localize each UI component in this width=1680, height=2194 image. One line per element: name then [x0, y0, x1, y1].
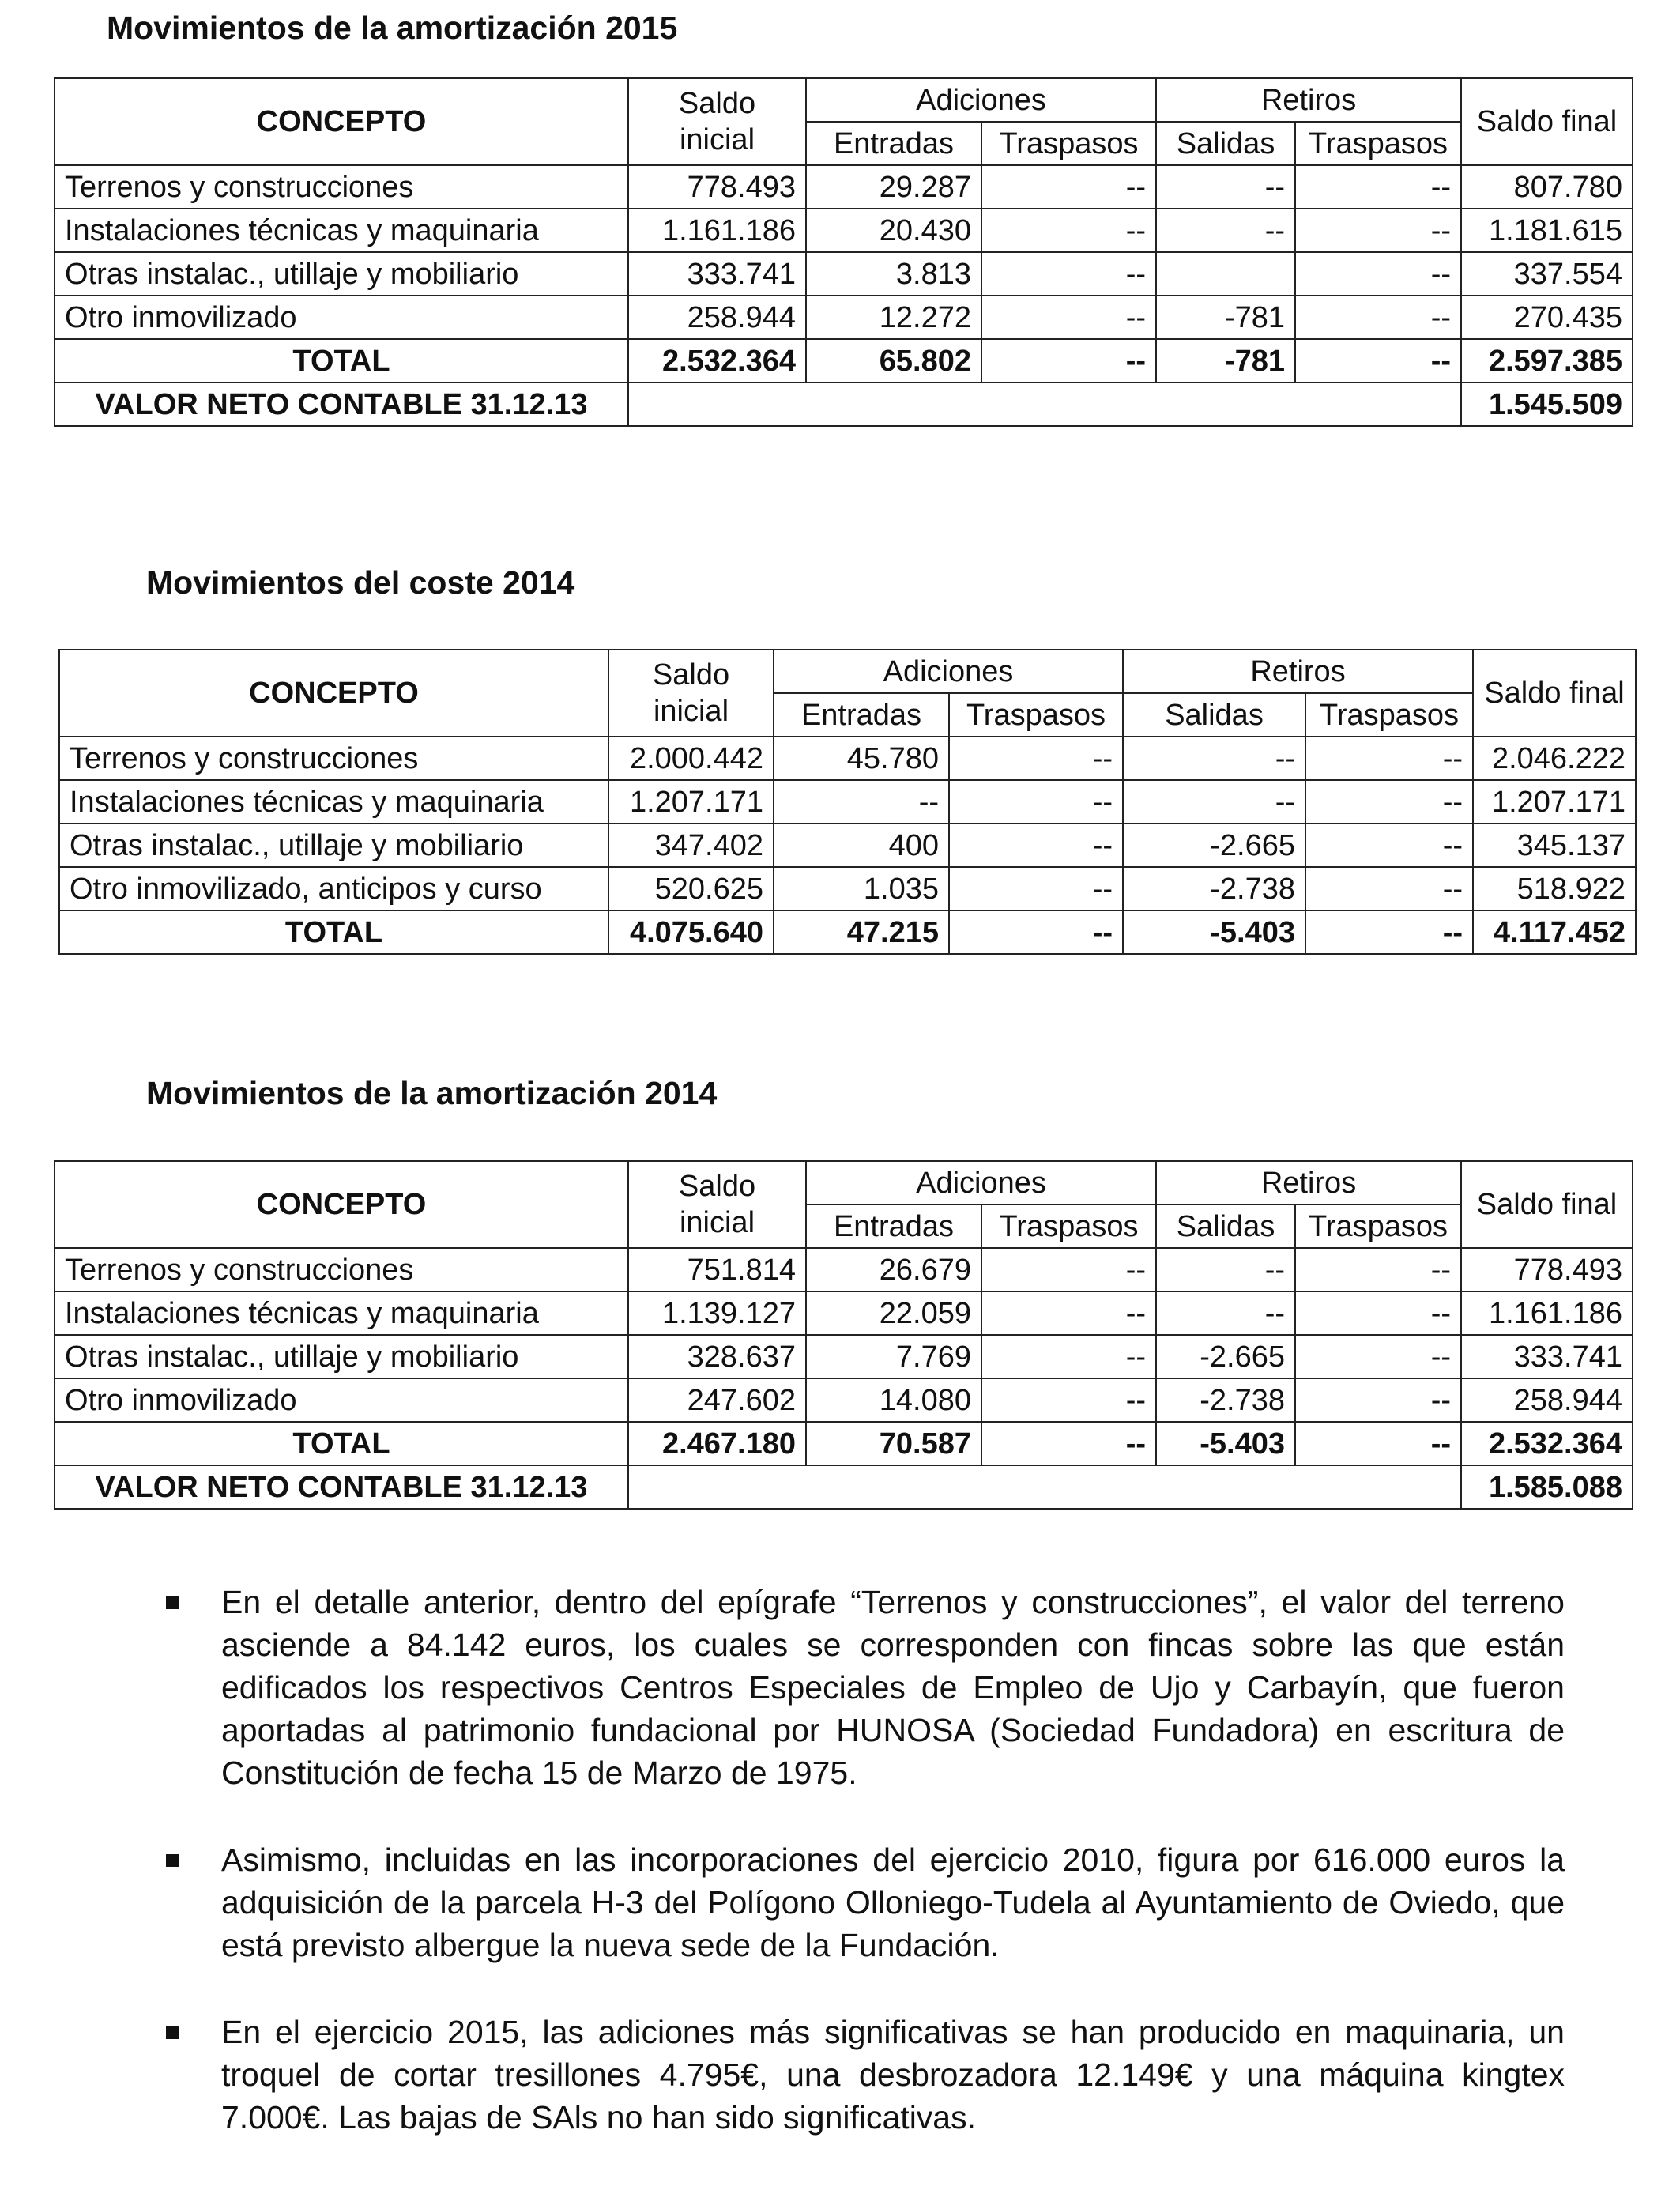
valor-neto-blank: [628, 1465, 1461, 1509]
table-row: [55, 1335, 1633, 1378]
cell-entradas: 14.080: [806, 1378, 981, 1422]
header-saldo-final: Saldo final: [1461, 1161, 1633, 1248]
cell-traspasos: --: [1295, 165, 1461, 209]
header-traspasos: Traspasos: [1305, 693, 1473, 737]
cell-saldo-final: 778.493: [1461, 1248, 1633, 1291]
header-entradas: Entradas: [806, 122, 981, 165]
cell-saldo-final: 1.181.615: [1461, 209, 1633, 252]
cell-saldo-final: 518.922: [1473, 867, 1636, 910]
cell-traspasos: --: [949, 780, 1123, 824]
cell-saldo-inicial: 520.625: [608, 867, 774, 910]
cell-traspasos: --: [949, 737, 1123, 780]
cell-saldo-inicial: 347.402: [608, 824, 774, 867]
cell-traspasos: --: [1305, 867, 1473, 910]
total-row: [55, 339, 1633, 383]
cell-concepto: Otro inmovilizado: [55, 1378, 628, 1422]
list-item: [158, 1581, 1565, 1794]
cell-traspasos: --: [981, 252, 1156, 296]
header-traspasos: Traspasos: [949, 693, 1123, 737]
cell-saldo-final: 1.207.171: [1473, 780, 1636, 824]
section-title: Movimientos de la amortización 2015: [107, 9, 678, 46]
header-saldo-final: Saldo final: [1473, 650, 1636, 737]
cell-saldo-inicial: 2.000.442: [608, 737, 774, 780]
header-retiros: Retiros: [1156, 1161, 1461, 1204]
header-adiciones: Adiciones: [774, 650, 1123, 693]
table-row: [55, 1378, 1633, 1422]
cell-entradas: 45.780: [774, 737, 949, 780]
header-traspasos: Traspasos: [1295, 1204, 1461, 1248]
header-concepto: CONCEPTO: [55, 78, 628, 165]
header-concepto: CONCEPTO: [55, 1161, 628, 1248]
list-item: [158, 1838, 1565, 1966]
cell-traspasos: --: [1305, 910, 1473, 954]
amortizacion-2014-table: [54, 1160, 1633, 1510]
section-title: Movimientos del coste 2014: [146, 564, 575, 601]
cell-saldo-final: 2.597.385: [1461, 339, 1633, 383]
cell-saldo-inicial: 751.814: [628, 1248, 806, 1291]
cell-saldo-final: 1.161.186: [1461, 1291, 1633, 1335]
header-adiciones: Adiciones: [806, 1161, 1156, 1204]
cell-entradas: 65.802: [806, 339, 981, 383]
cell-salidas: --: [1123, 737, 1305, 780]
table-row: [55, 209, 1633, 252]
cell-traspasos: --: [1305, 737, 1473, 780]
bullet-square-icon: [166, 1596, 179, 1609]
header-traspasos: Traspasos: [981, 122, 1156, 165]
cell-saldo-inicial: 2.467.180: [628, 1422, 806, 1465]
cell-traspasos: --: [1295, 252, 1461, 296]
total-row: [59, 910, 1636, 954]
cell-saldo-final: 2.046.222: [1473, 737, 1636, 780]
note-text: Asimismo, incluidas en las incorporaciones del ejercicio 2010, figura por 616.000 euros la adquisición de la parcela H-3 del Polígono Olloniego-Tudela al Ayuntamiento de Oviedo, que está previsto albergue la nueva sede de la Fundación.: [221, 1842, 1565, 1963]
cell-concepto: Instalaciones técnicas y maquinaria: [55, 1291, 628, 1335]
cell-traspasos: --: [1295, 1422, 1461, 1465]
cell-concepto: Otras instalac., utillaje y mobiliario: [59, 824, 608, 867]
cell-salidas: -2.738: [1156, 1378, 1295, 1422]
bullet-square-icon: [166, 2026, 179, 2039]
table-row: [55, 1291, 1633, 1335]
list-item: [158, 2011, 1565, 2139]
valor-neto-value: 1.545.509: [1461, 383, 1633, 426]
header-saldo-inicial: Saldo inicial: [608, 650, 774, 737]
cell-entradas: 70.587: [806, 1422, 981, 1465]
valor-neto-label: VALOR NETO CONTABLE 31.12.13: [55, 1465, 628, 1509]
cell-saldo-inicial: 1.207.171: [608, 780, 774, 824]
header-salidas: Salidas: [1156, 1204, 1295, 1248]
cell-traspasos: --: [1295, 296, 1461, 339]
total-row: [55, 1422, 1633, 1465]
cell-saldo-final: 333.741: [1461, 1335, 1633, 1378]
cell-total-label: TOTAL: [55, 1422, 628, 1465]
valor-neto-value: 1.585.088: [1461, 1465, 1633, 1509]
header-entradas: Entradas: [806, 1204, 981, 1248]
cell-traspasos: --: [1295, 1378, 1461, 1422]
note-text: En el ejercicio 2015, las adiciones más significativas se han producido en maquinaria, un troquel de cortar tresillones 4.795€, una desbrozadora 12.149€ y una máquina kingtex 7.000€. Las bajas de SAls no han sido significativas.: [221, 2014, 1565, 2136]
amortizacion-2015-table: [54, 77, 1633, 427]
header-retiros: Retiros: [1123, 650, 1473, 693]
cell-saldo-final: 807.780: [1461, 165, 1633, 209]
cell-saldo-inicial: 328.637: [628, 1335, 806, 1378]
cell-entradas: 7.769: [806, 1335, 981, 1378]
header-adiciones: Adiciones: [806, 78, 1156, 122]
cell-saldo-final: 345.137: [1473, 824, 1636, 867]
cell-salidas: -2.665: [1156, 1335, 1295, 1378]
section-title: Movimientos de la amortización 2014: [146, 1075, 718, 1111]
cell-traspasos: --: [981, 1248, 1156, 1291]
header-traspasos: Traspasos: [981, 1204, 1156, 1248]
note-text: En el detalle anterior, dentro del epígrafe “Terrenos y construcciones”, el valor del terreno asciende a 84.142 euros, los cuales se corresponden con fincas sobre las que están edificados los respectivos Centros Especiales de Empleo de Ujo y Carbayín, que fueron aportadas al patrimonio fundacional por HUNOSA (Sociedad Fundadora) en escritura de Constitución de fecha 15 de Marzo de 1975.: [221, 1584, 1565, 1791]
bullet-square-icon: [166, 1854, 179, 1867]
cell-salidas: -5.403: [1123, 910, 1305, 954]
cell-saldo-final: 337.554: [1461, 252, 1633, 296]
cell-entradas: --: [774, 780, 949, 824]
header-salidas: Salidas: [1123, 693, 1305, 737]
table-row: [55, 1248, 1633, 1291]
cell-saldo-inicial: 1.161.186: [628, 209, 806, 252]
table-row: [55, 165, 1633, 209]
cell-traspasos: --: [981, 296, 1156, 339]
cell-traspasos: --: [1295, 1248, 1461, 1291]
cell-traspasos: --: [1305, 824, 1473, 867]
cell-traspasos: --: [1295, 339, 1461, 383]
cell-saldo-final: 270.435: [1461, 296, 1633, 339]
cell-salidas: -2.665: [1123, 824, 1305, 867]
cell-entradas: 12.272: [806, 296, 981, 339]
cell-traspasos: --: [1295, 209, 1461, 252]
cell-concepto: Terrenos y construcciones: [55, 1248, 628, 1291]
table-row: [55, 252, 1633, 296]
cell-entradas: 400: [774, 824, 949, 867]
cell-traspasos: --: [949, 824, 1123, 867]
cell-traspasos: --: [981, 165, 1156, 209]
cell-saldo-inicial: 2.532.364: [628, 339, 806, 383]
cell-entradas: 29.287: [806, 165, 981, 209]
header-saldo-inicial: Saldo inicial: [628, 1161, 806, 1248]
cell-concepto: Otro inmovilizado: [55, 296, 628, 339]
table-row: [59, 867, 1636, 910]
cell-salidas: [1156, 252, 1295, 296]
cell-salidas: -5.403: [1156, 1422, 1295, 1465]
cell-saldo-inicial: 333.741: [628, 252, 806, 296]
cell-total-label: TOTAL: [55, 339, 628, 383]
cell-salidas: --: [1156, 209, 1295, 252]
header-saldo-final: Saldo final: [1461, 78, 1633, 165]
cell-concepto: Terrenos y construcciones: [55, 165, 628, 209]
cell-traspasos: --: [981, 1378, 1156, 1422]
table-row: [59, 737, 1636, 780]
cell-total-label: TOTAL: [59, 910, 608, 954]
cell-entradas: 47.215: [774, 910, 949, 954]
valor-neto-row: [55, 1465, 1633, 1509]
valor-neto-row: [55, 383, 1633, 426]
cell-concepto: Otras instalac., utillaje y mobiliario: [55, 1335, 628, 1378]
cell-saldo-inicial: 778.493: [628, 165, 806, 209]
coste-2014-table: [58, 649, 1637, 955]
cell-salidas: --: [1156, 1291, 1295, 1335]
cell-concepto: Instalaciones técnicas y maquinaria: [55, 209, 628, 252]
cell-saldo-inicial: 4.075.640: [608, 910, 774, 954]
cell-salidas: --: [1156, 1248, 1295, 1291]
cell-saldo-inicial: 258.944: [628, 296, 806, 339]
valor-neto-label: VALOR NETO CONTABLE 31.12.13: [55, 383, 628, 426]
notes-list: [158, 1581, 1565, 2183]
cell-saldo-inicial: 247.602: [628, 1378, 806, 1422]
cell-salidas: -2.738: [1123, 867, 1305, 910]
cell-traspasos: --: [1305, 780, 1473, 824]
cell-traspasos: --: [981, 339, 1156, 383]
header-saldo-inicial: Saldo inicial: [628, 78, 806, 165]
table-row: [55, 296, 1633, 339]
table-row: [59, 824, 1636, 867]
header-entradas: Entradas: [774, 693, 949, 737]
cell-entradas: 3.813: [806, 252, 981, 296]
cell-saldo-final: 4.117.452: [1473, 910, 1636, 954]
cell-traspasos: --: [981, 1422, 1156, 1465]
cell-concepto: Terrenos y construcciones: [59, 737, 608, 780]
cell-traspasos: --: [981, 209, 1156, 252]
cell-concepto: Otras instalac., utillaje y mobiliario: [55, 252, 628, 296]
cell-traspasos: --: [949, 867, 1123, 910]
cell-concepto: Instalaciones técnicas y maquinaria: [59, 780, 608, 824]
header-retiros: Retiros: [1156, 78, 1461, 122]
header-salidas: Salidas: [1156, 122, 1295, 165]
cell-traspasos: --: [1295, 1335, 1461, 1378]
table-row: [59, 780, 1636, 824]
cell-traspasos: --: [1295, 1291, 1461, 1335]
cell-traspasos: --: [981, 1291, 1156, 1335]
cell-traspasos: --: [949, 910, 1123, 954]
cell-saldo-final: 258.944: [1461, 1378, 1633, 1422]
cell-entradas: 22.059: [806, 1291, 981, 1335]
header-concepto: CONCEPTO: [59, 650, 608, 737]
cell-saldo-inicial: 1.139.127: [628, 1291, 806, 1335]
valor-neto-blank: [628, 383, 1461, 426]
cell-entradas: 1.035: [774, 867, 949, 910]
cell-salidas: --: [1123, 780, 1305, 824]
cell-salidas: --: [1156, 165, 1295, 209]
header-traspasos: Traspasos: [1295, 122, 1461, 165]
cell-entradas: 20.430: [806, 209, 981, 252]
cell-concepto: Otro inmovilizado, anticipos y curso: [59, 867, 608, 910]
cell-saldo-final: 2.532.364: [1461, 1422, 1633, 1465]
cell-traspasos: --: [981, 1335, 1156, 1378]
cell-salidas: -781: [1156, 296, 1295, 339]
cell-entradas: 26.679: [806, 1248, 981, 1291]
cell-salidas: -781: [1156, 339, 1295, 383]
